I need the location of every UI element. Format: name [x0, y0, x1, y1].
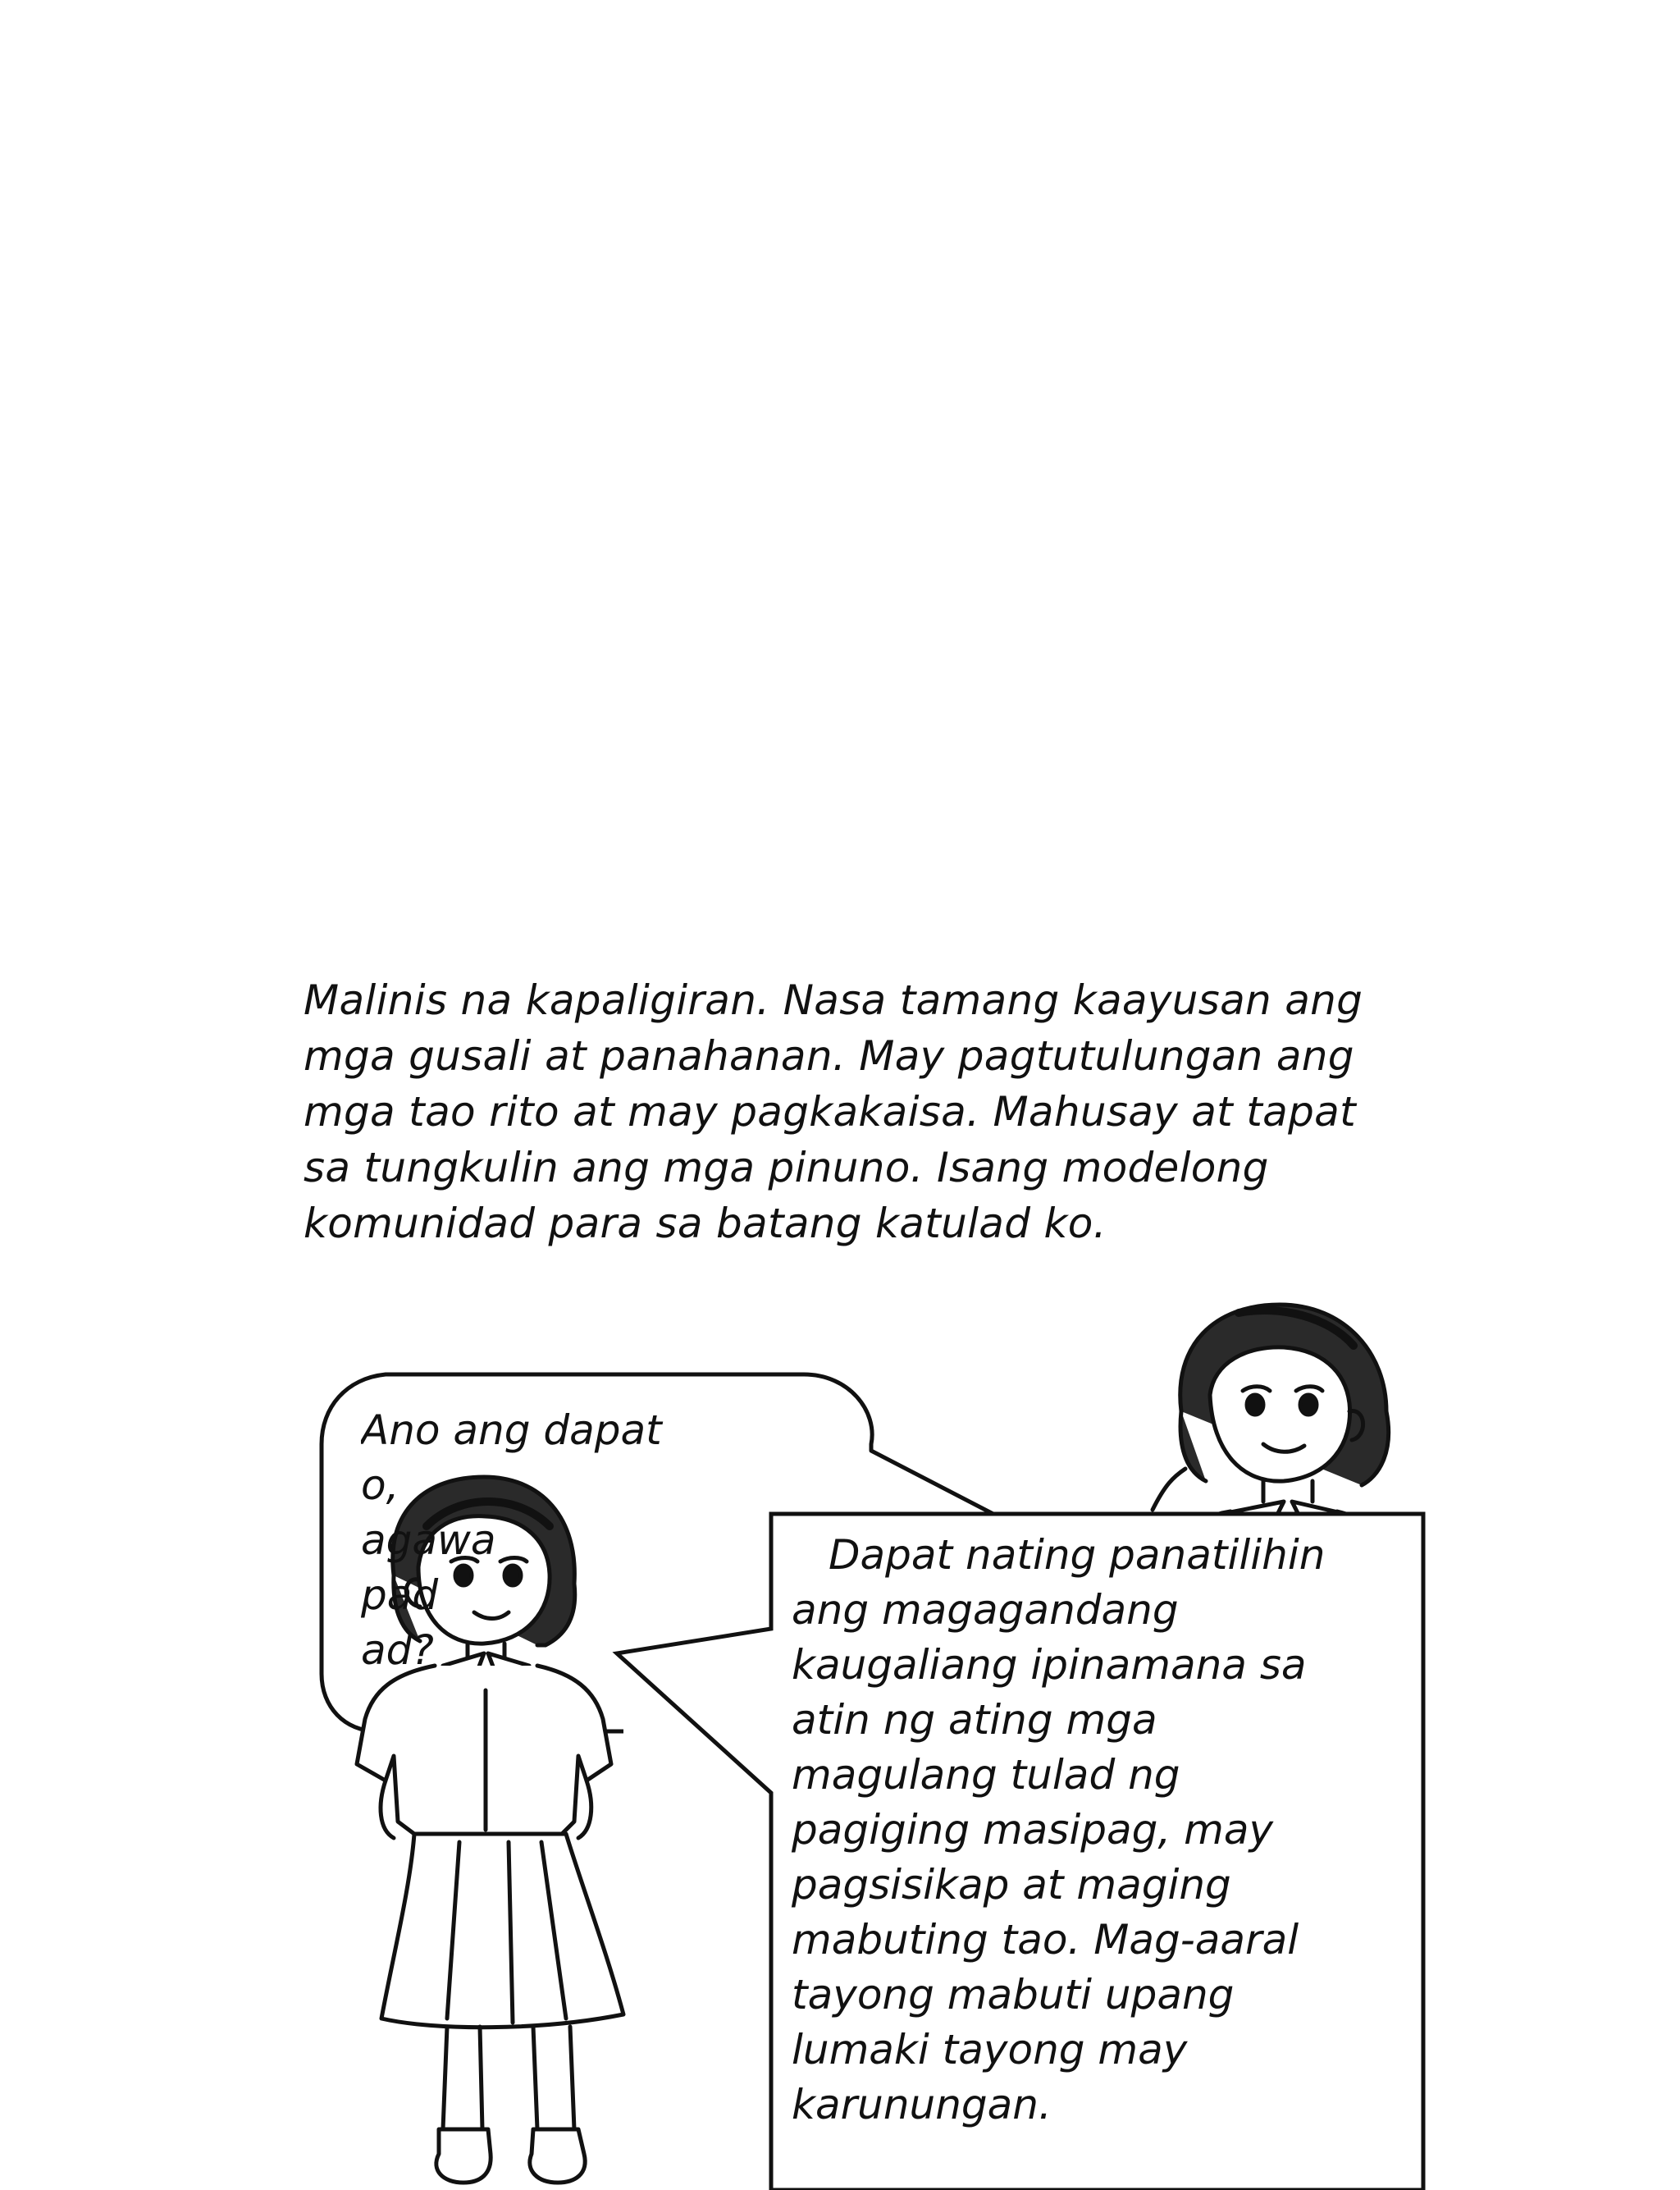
answer-line: pagiging masipag, may — [792, 1806, 1274, 1854]
paragraph-line: komunidad para sa batang katulad ko. — [304, 1200, 1107, 1247]
answer-line: magulang tulad ng — [792, 1751, 1180, 1799]
question-line: pad — [361, 1571, 439, 1619]
paragraph-line: sa tungkulin ang mga pinuno. Isang modelong — [304, 1144, 1269, 1191]
question-line: Ano ang dapat — [361, 1406, 662, 1454]
question-line: ad? — [361, 1626, 434, 1674]
answer-line: Dapat nating panatilihin — [829, 1531, 1326, 1579]
paragraph-line: Malinis na kapaligiran. Nasa tamang kaayusan ang — [304, 976, 1363, 1024]
answer-line: pagsisikap at maging — [792, 1861, 1231, 1909]
question-bubble-text — [361, 1403, 788, 1781]
answer-line: mabuting tao. Mag-aaral — [792, 1916, 1299, 1964]
question-line: agawa — [361, 1516, 496, 1564]
question-line: o, — [361, 1461, 399, 1509]
answer-line: ang magagandang — [792, 1586, 1179, 1634]
paragraph-line: mga tao rito at may pagkakaisa. Mahusay at tapat — [304, 1088, 1356, 1136]
answer-line: karunungan. — [792, 2081, 1052, 2128]
answer-line: atin ng ating mga — [792, 1696, 1157, 1744]
answer-line: kaugaliang ipinamana sa — [792, 1641, 1307, 1689]
paragraph-line: mga gusali at panahanan. May pagtutulungan ang — [304, 1032, 1354, 1080]
answer-line: tayong mabuti upang — [792, 1971, 1235, 2019]
answer-line: lumaki tayong may — [792, 2026, 1188, 2073]
answer-bubble-text — [792, 1528, 1431, 2133]
